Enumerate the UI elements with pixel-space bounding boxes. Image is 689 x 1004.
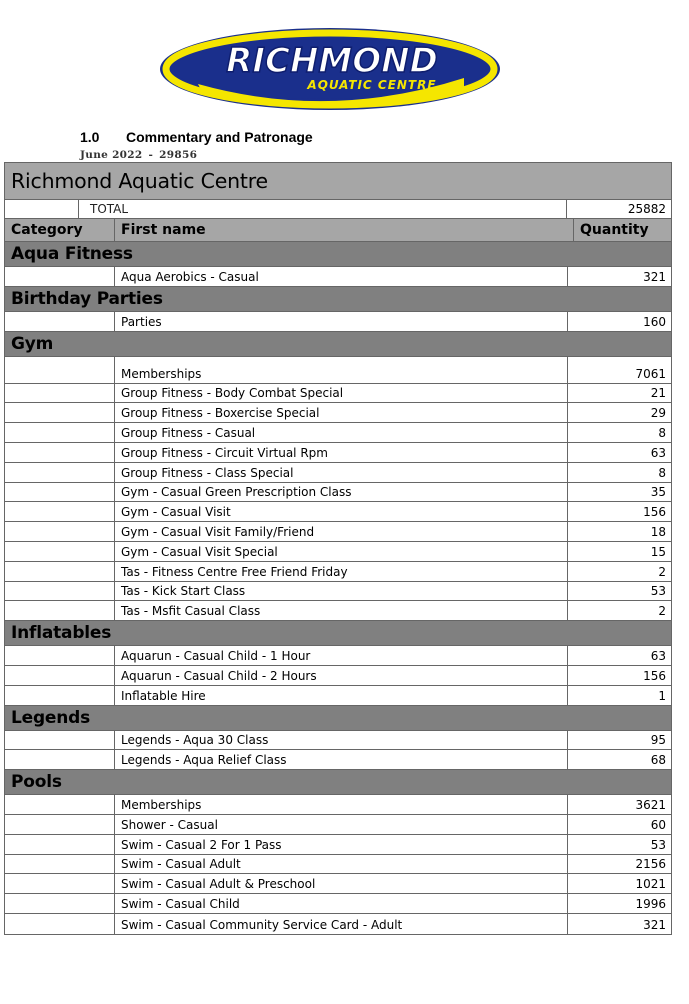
category-cell (5, 443, 114, 462)
category-cell (5, 542, 114, 561)
category-cell (5, 463, 114, 482)
quantity-cell: 2 (567, 562, 671, 581)
category-cell (5, 815, 114, 834)
header-first-name: First name (114, 219, 573, 241)
logo-main-text: RICHMOND (226, 41, 438, 81)
quantity-cell: 95 (567, 731, 671, 750)
category-row: Legends (5, 706, 671, 731)
item-name-cell: Group Fitness - Body Combat Special (114, 384, 567, 403)
quantity-cell: 18 (567, 522, 671, 541)
quantity-cell: 8 (567, 423, 671, 442)
item-name-cell: Swim - Casual Community Service Card - Adult (114, 914, 567, 934)
table-row (5, 894, 671, 914)
section-title: Commentary and Patronage (126, 129, 313, 145)
total-row (5, 200, 671, 219)
table-row (5, 731, 671, 751)
table-row (5, 874, 671, 894)
category-cell (5, 312, 114, 331)
category-row: Aqua Fitness (5, 242, 671, 267)
quantity-cell: 63 (567, 443, 671, 462)
quantity-cell: 15 (567, 542, 671, 561)
table-row (5, 795, 671, 815)
category-cell (5, 582, 114, 601)
quantity-cell: 29 (567, 403, 671, 422)
period-separator: - (148, 149, 154, 161)
category-row: Gym (5, 332, 671, 357)
quantity-cell: 160 (567, 312, 671, 331)
category-cell (5, 855, 114, 874)
table-row (5, 686, 671, 706)
quantity-cell: 3621 (567, 795, 671, 814)
quantity-cell: 21 (567, 384, 671, 403)
item-name-cell: Legends - Aqua 30 Class (114, 731, 567, 750)
period-subheading (80, 149, 197, 161)
quantity-cell: 68 (567, 750, 671, 769)
category-cell (5, 874, 114, 893)
item-name-cell: Aquarun - Casual Child - 1 Hour (114, 646, 567, 665)
table-row (5, 835, 671, 855)
table-row (5, 666, 671, 686)
category-row: Inflatables (5, 621, 671, 646)
quantity-cell: 53 (567, 835, 671, 854)
table-row (5, 601, 671, 621)
item-name-cell: Gym - Casual Visit Special (114, 542, 567, 561)
item-name-cell: Tas - Msfit Casual Class (114, 601, 567, 620)
table-row (5, 267, 671, 287)
table-row (5, 403, 671, 423)
item-name-cell: Group Fitness - Boxercise Special (114, 403, 567, 422)
quantity-cell: 1 (567, 686, 671, 705)
table-header-row (5, 219, 671, 242)
table-row (5, 914, 671, 934)
category-cell (5, 384, 114, 403)
quantity-cell: 156 (567, 502, 671, 521)
table-row (5, 423, 671, 443)
quantity-cell: 321 (567, 267, 671, 286)
item-name-cell: Legends - Aqua Relief Class (114, 750, 567, 769)
item-name-cell: Parties (114, 312, 567, 331)
table-row (5, 582, 671, 602)
item-name-cell: Swim - Casual Child (114, 894, 567, 913)
category-cell (5, 483, 114, 502)
period-value: 29856 (159, 149, 198, 161)
category-cell (5, 731, 114, 750)
item-name-cell: Aquarun - Casual Child - 2 Hours (114, 666, 567, 685)
item-name-cell: Group Fitness - Casual (114, 423, 567, 442)
category-cell (5, 750, 114, 769)
table-row (5, 855, 671, 875)
category-cell (5, 357, 114, 383)
item-name-cell: Gym - Casual Green Prescription Class (114, 483, 567, 502)
quantity-cell: 2 (567, 601, 671, 620)
category-cell (5, 666, 114, 685)
quantity-cell: 53 (567, 582, 671, 601)
category-cell (5, 835, 114, 854)
section-number: 1.0 (80, 129, 100, 145)
table-row (5, 522, 671, 542)
item-name-cell: Memberships (114, 795, 567, 814)
item-name-cell: Memberships (114, 357, 567, 383)
category-row: Pools (5, 770, 671, 795)
category-cell (5, 686, 114, 705)
quantity-cell: 7061 (567, 357, 671, 383)
quantity-cell: 321 (567, 914, 671, 934)
category-cell (5, 646, 114, 665)
item-name-cell: Gym - Casual Visit (114, 502, 567, 521)
quantity-cell: 8 (567, 463, 671, 482)
header-quantity: Quantity (573, 219, 671, 241)
period-label: June 2022 (80, 149, 143, 161)
total-blank-cell (5, 200, 78, 218)
quantity-cell: 1021 (567, 874, 671, 893)
category-cell (5, 522, 114, 541)
item-name-cell: Swim - Casual 2 For 1 Pass (114, 835, 567, 854)
item-name-cell: Shower - Casual (114, 815, 567, 834)
table-row (5, 502, 671, 522)
item-name-cell: Group Fitness - Class Special (114, 463, 567, 482)
table-row (5, 483, 671, 503)
category-cell (5, 267, 114, 286)
total-label: TOTAL (78, 200, 566, 218)
category-cell (5, 502, 114, 521)
quantity-cell: 1996 (567, 894, 671, 913)
table-row (5, 312, 671, 332)
quantity-cell: 156 (567, 666, 671, 685)
quantity-cell: 2156 (567, 855, 671, 874)
table-title: Richmond Aquatic Centre (5, 163, 671, 200)
patronage-table (4, 162, 672, 935)
table-row (5, 357, 671, 384)
table-row (5, 384, 671, 404)
section-heading (80, 129, 313, 145)
item-name-cell: Tas - Fitness Centre Free Friend Friday (114, 562, 567, 581)
table-row (5, 815, 671, 835)
category-row: Birthday Parties (5, 287, 671, 312)
item-name-cell: Tas - Kick Start Class (114, 582, 567, 601)
total-value: 25882 (566, 200, 671, 218)
category-cell (5, 894, 114, 913)
header-category: Category (11, 222, 83, 238)
logo-sub-text: AQUATIC CENTRE (307, 78, 437, 92)
item-name-cell: Aqua Aerobics - Casual (114, 267, 567, 286)
category-cell (5, 795, 114, 814)
item-name-cell: Swim - Casual Adult & Preschool (114, 874, 567, 893)
category-cell (5, 562, 114, 581)
item-name-cell: Inflatable Hire (114, 686, 567, 705)
category-cell (5, 601, 114, 620)
table-row (5, 463, 671, 483)
category-cell (5, 403, 114, 422)
table-row (5, 750, 671, 770)
quantity-cell: 63 (567, 646, 671, 665)
table-row (5, 443, 671, 463)
richmond-aquatic-centre-logo (158, 26, 502, 112)
table-row (5, 646, 671, 666)
table-row (5, 542, 671, 562)
quantity-cell: 35 (567, 483, 671, 502)
category-cell (5, 914, 114, 934)
quantity-cell: 60 (567, 815, 671, 834)
table-row (5, 562, 671, 582)
item-name-cell: Gym - Casual Visit Family/Friend (114, 522, 567, 541)
category-cell (5, 423, 114, 442)
item-name-cell: Swim - Casual Adult (114, 855, 567, 874)
item-name-cell: Group Fitness - Circuit Virtual Rpm (114, 443, 567, 462)
